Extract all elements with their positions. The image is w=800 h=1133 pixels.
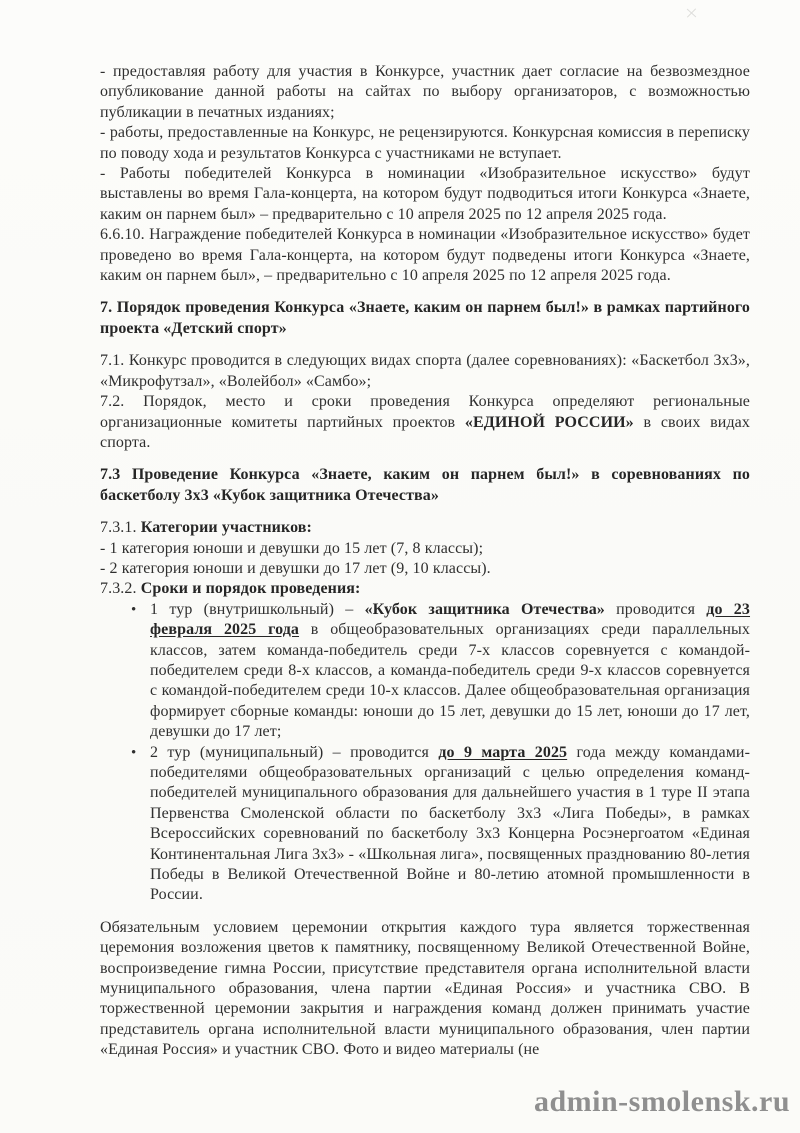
list-item-text: 2 тур (муниципальный) – проводится до 9 марта 2025 года между командами-победителями общеобразовательных организаций с целью определения команд-победителей муниципального образования для дальнейшего участия в 1 туре II этапа Первенства Смоленской области по баскетболу 3х3 «Лига Победы», в рамках Всероссийских соревнований по баскетболу 3х3 Концерна Росэнергоатом «Единая Континентальная Лига 3х3» - «Школьная лига», посвященных празднованию 80-летия Победы в Великой Отечественной Войне и 80-летию атомной промышленности в России. — [150, 743, 751, 904]
heading: 7.3 Проведение Конкурса «Знаете, каким он парнем был!» в соревнованиях по баскетболу 3х3 «Кубок защитника Отечества» — [100, 466, 750, 504]
paragraph: - Работы победителей Конкурса в номинации «Изобразительное искусство» будут выставлены во время Гала-концерта, на котором будут подводиться итоги Конкурса «Знаете, каким он парнем был» – предварительно с 10 апреля 2025 по 12 апреля 2025 года. — [100, 165, 750, 223]
bullet-marker: • — [131, 744, 137, 761]
heading: 7. Порядок проведения Конкурса «Знаете, каким он парнем был!» в рамках партийного проекта «Детский спорт» — [100, 299, 750, 337]
paragraph: 7.3.2. Сроки и порядок проведения: — [100, 580, 361, 598]
paragraph: - работы, предоставленные на Конкурс, не рецензируются. Конкурсная комиссия в переписку по поводу хода и результатов Конкурса с участниками не вступает. — [100, 124, 750, 162]
list-item — [100, 743, 750, 906]
paragraph: - 2 категория юноши и девушки до 17 лет (9, 10 классы). — [100, 559, 491, 577]
list-item — [100, 600, 750, 743]
document-body — [100, 62, 750, 1061]
paragraph: Обязательным условием церемонии открытия каждого тура является торжественная церемония возложения цветов к памятнику, посвященному Великой Отечественной Войне, воспроизведение гимна России, присутствие представителя органа исполнительной власти муниципального образования, члена партии «Единая Россия» и участника СВО. В торжественной церемонии закрытия и награждения команд должен принимать участие представитель органа исполнительной власти муниципального образования, член партии «Единая Россия» и участник СВО. Фото и видео материалы (не — [100, 918, 750, 1059]
watermark: admin-smolensk.ru — [533, 1085, 790, 1118]
list-item-text: 1 тур (внутришкольный) – «Кубок защитника Отечества» проводится до 23 февраля 2025 года в общеобразовательных организациях среди параллельных классов, затем команда-победитель среди 7-х классов соревнуется с командой-победителем среди 8-х классов, а команда-победитель среди 9-х классов соревнуется с командой-победителем среди 10-х классов. Далее общеобразовательная организация формирует сборные команды: юноши до 15 лет, девушки до 15 лет, юноши до 17 лет, девушки до 17 лет; — [150, 600, 751, 741]
bullet-marker: • — [131, 601, 137, 618]
paragraph: - 1 категория юноши и девушки до 15 лет (7, 8 классы); — [100, 539, 484, 557]
paragraph: 7.2. Порядок, место и сроки проведения Конкурса определяют региональные организационные комитеты партийных проектов «ЕДИНОЙ РОССИИ» в своих видах спорта. — [100, 393, 750, 451]
paragraph: 7.3.1. Категории участников: — [100, 519, 312, 537]
paragraph: 7.1. Конкурс проводится в следующих видах спорта (далее соревнованиях): «Баскетбол 3х3», «Микрофутзал», «Волейбол» «Самбо»; — [100, 352, 750, 390]
scan-speck — [685, 7, 697, 19]
paragraph: 6.6.10. Награждение победителей Конкурса в номинации «Изобразительное искусство» будет проведено во время Гала-концерта, на котором будут подведены итоги Конкурса «Знаете, каким он парнем был», – предварительно с 10 апреля 2025 по 12 апреля 2025 года. — [100, 226, 750, 285]
paragraph: - предоставляя работу для участия в Конкурсе, участник дает согласие на безвозмездное опубликование данной работы на сайтах по выбору организаторов, с возможностью публикации в печатных изданиях; — [100, 63, 750, 121]
